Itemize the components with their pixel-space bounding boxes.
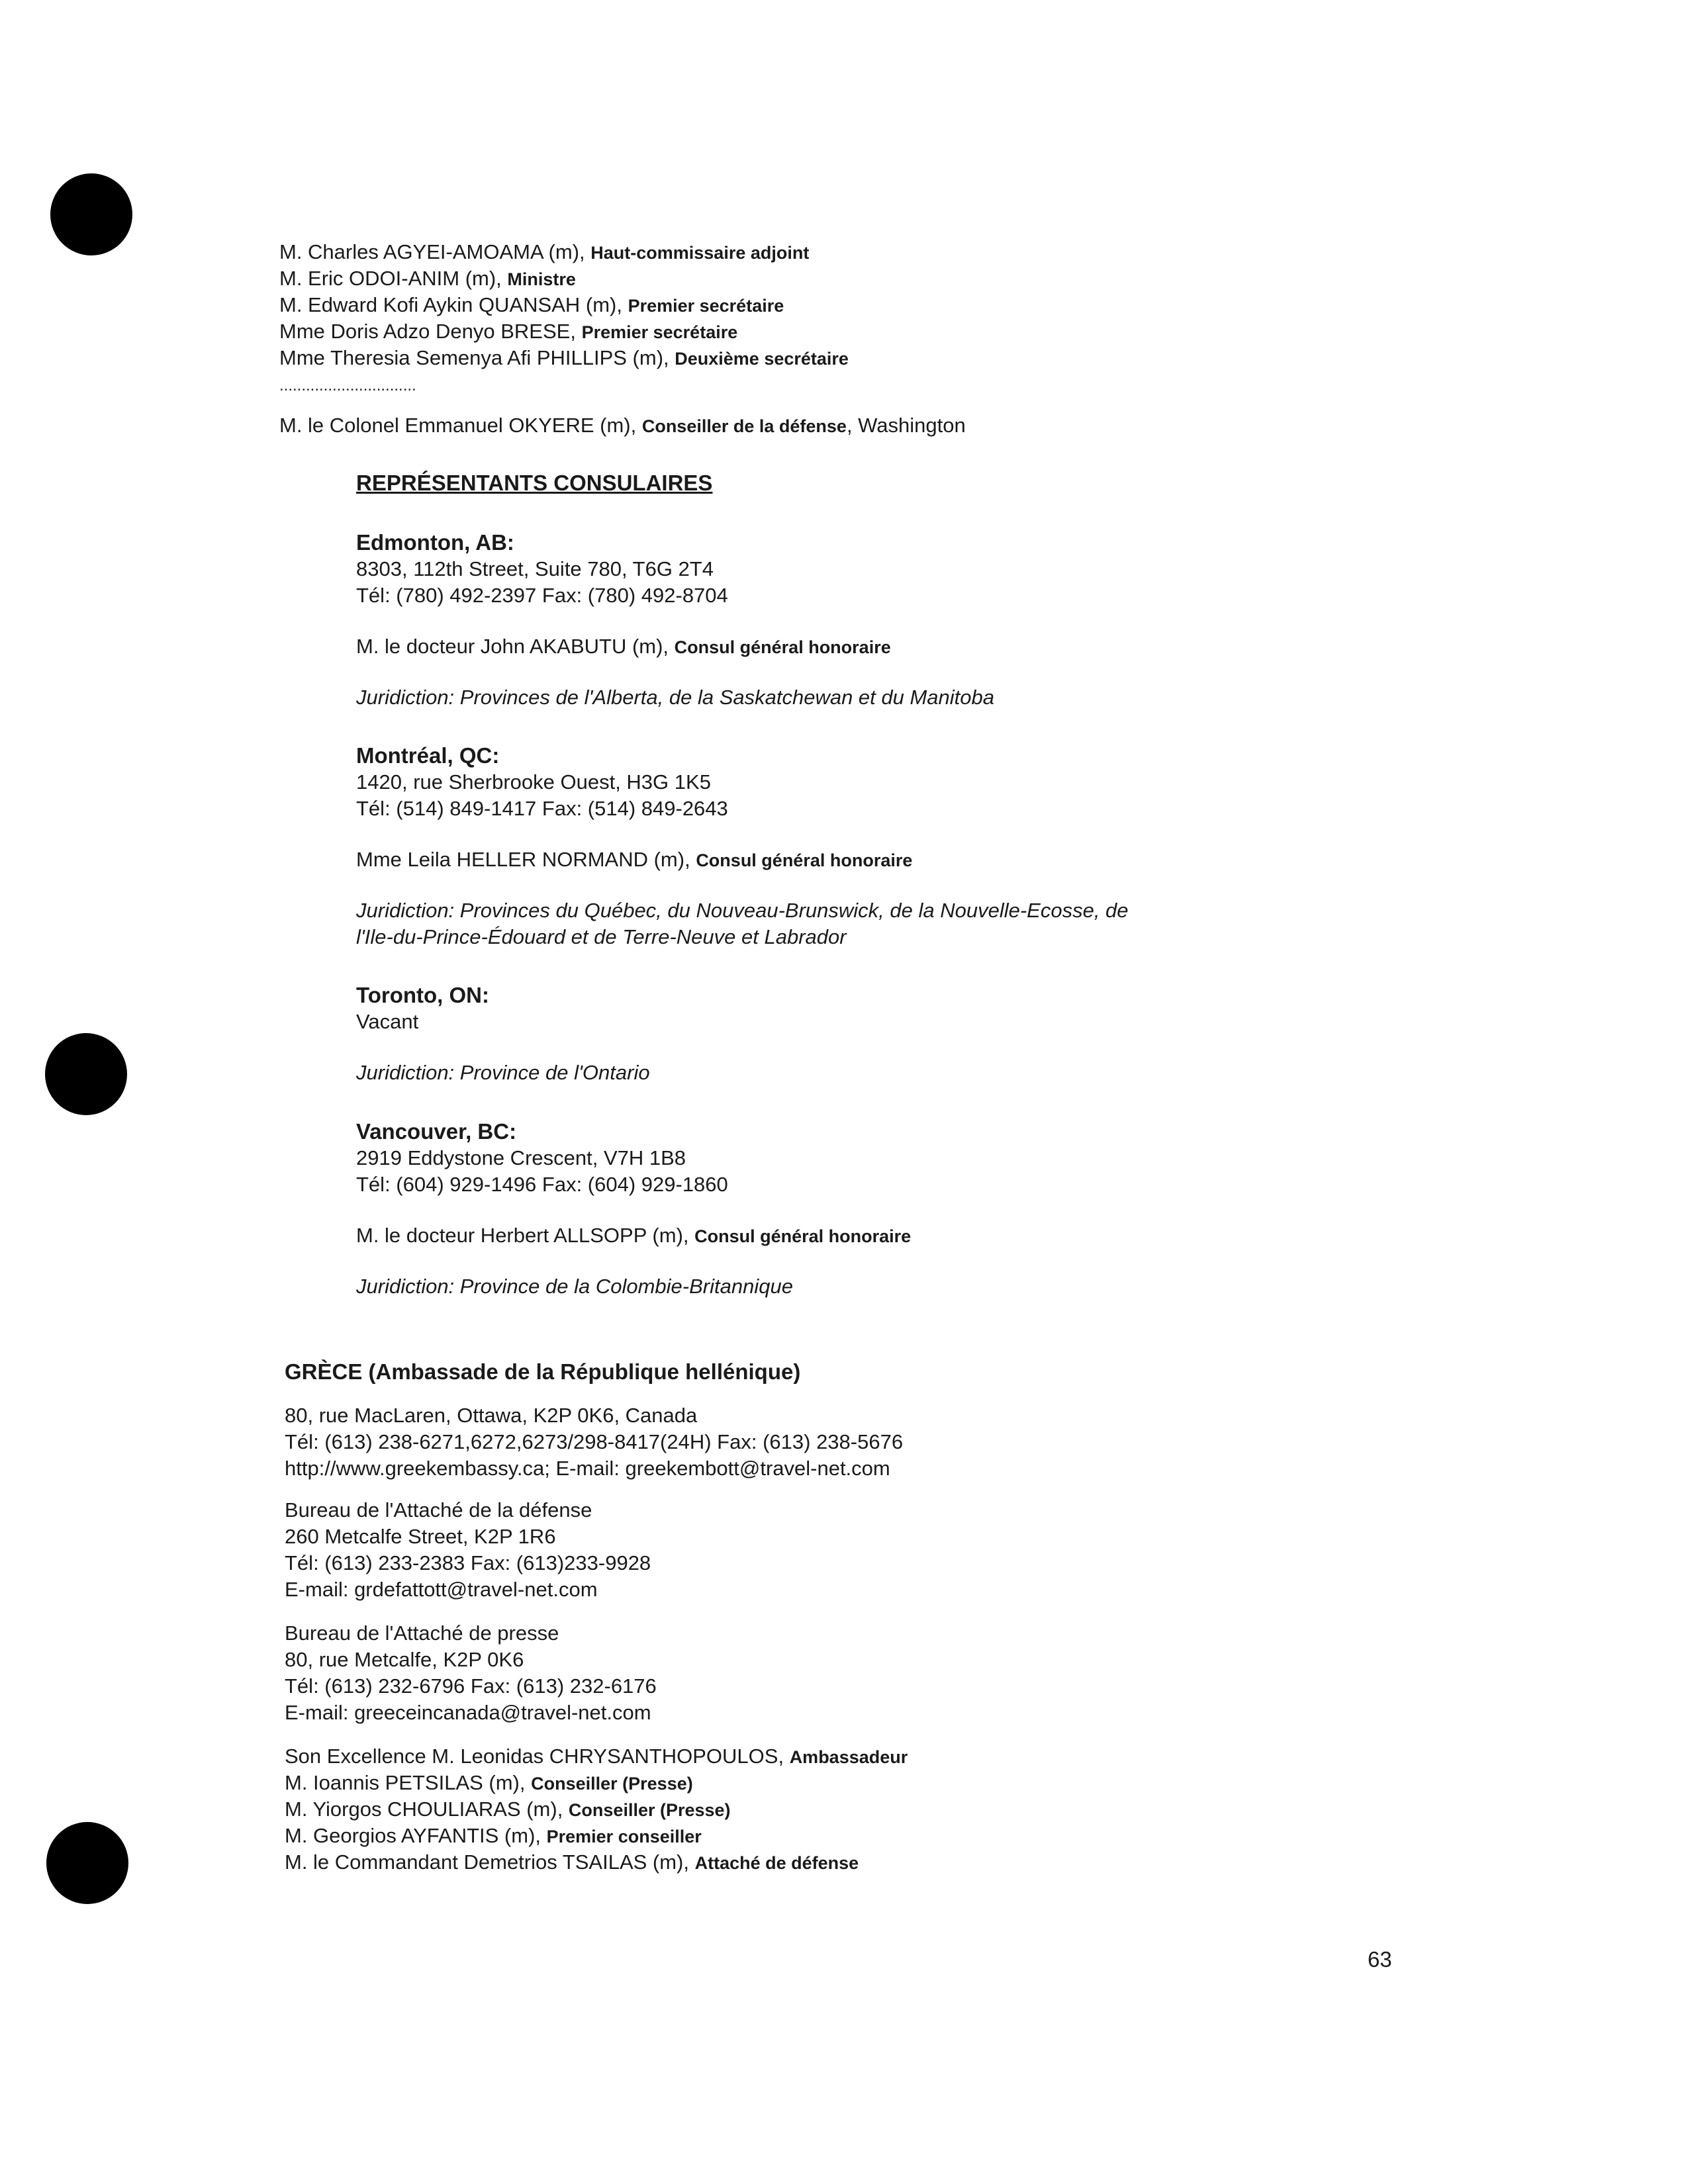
consul-line: Mme Leila HELLER NORMAND (m), Consul général honoraire: [356, 848, 913, 871]
press-office-line: Bureau de l'Attaché de presse: [285, 1621, 559, 1645]
consulate-phone: Tél: (780) 492-2397 Fax: (780) 492-8704: [356, 584, 728, 607]
staff-line: M. Yiorgos CHOULIARAS (m), Conseiller (Presse): [285, 1797, 731, 1821]
staff-line: M. Georgios AYFANTIS (m), Premier conseiller: [285, 1824, 702, 1847]
consulate-address: 2919 Eddystone Crescent, V7H 1B8: [356, 1146, 686, 1169]
consulate-city: Toronto, ON:: [356, 983, 489, 1007]
punch-hole-middle: [45, 1033, 127, 1115]
consulate-city: Edmonton, AB:: [356, 530, 514, 555]
consulate-address: 1420, rue Sherbrooke Ouest, H3G 1K5: [356, 770, 711, 794]
defense-office-line: E-mail: grdefattott@travel-net.com: [285, 1578, 598, 1601]
press-office-line: E-mail: greeceincanada@travel-net.com: [285, 1701, 651, 1724]
punch-hole-top: [50, 173, 132, 255]
consul-line: M. le docteur John AKABUTU (m), Consul général honoraire: [356, 635, 891, 658]
embassy-phone: Tél: (613) 238-6271,6272,6273/298-8417(24H) Fax: (613) 238-5676: [285, 1430, 904, 1453]
staff-line: M. Charles AGYEI-AMOAMA (m), Haut-commissaire adjoint: [279, 240, 810, 263]
consulate-jurisdiction: Juridiction: Provinces du Québec, du Nouveau-Brunswick, de la Nouvelle-Ecosse, de: [356, 899, 1129, 922]
embassy-web: http://www.greekembassy.ca; E-mail: greekembott@travel-net.com: [285, 1457, 890, 1480]
page-number: 63: [1368, 1947, 1392, 1972]
consulate-address: Vacant: [356, 1010, 419, 1033]
staff-line: Mme Doris Adzo Denyo BRESE, Premier secrétaire: [279, 320, 738, 343]
country-heading: GRÈCE (Ambassade de la République hellénique): [285, 1359, 801, 1384]
staff-line: M. Ioannis PETSILAS (m), Conseiller (Presse): [285, 1771, 693, 1794]
consulate-jurisdiction: Juridiction: Province de l'Ontario: [356, 1061, 650, 1084]
consulate-jurisdiction: Juridiction: Province de la Colombie-Britannique: [356, 1275, 793, 1298]
embassy-address: 80, rue MacLaren, Ottawa, K2P 0K6, Canada: [285, 1404, 698, 1427]
consular-heading: REPRÉSENTANTS CONSULAIRES: [356, 471, 713, 495]
consulate-jurisdiction: l'Ile-du-Prince-Édouard et de Terre-Neuve et Labrador: [356, 925, 847, 948]
consulate-city: Vancouver, BC:: [356, 1119, 517, 1144]
staff-line: M. Eric ODOI-ANIM (m), Ministre: [279, 267, 576, 290]
staff-line: M. Edward Kofi Aykin QUANSAH (m), Premier secrétaire: [279, 293, 784, 316]
consulate-jurisdiction: Juridiction: Provinces de l'Alberta, de la Saskatchewan et du Manitoba: [356, 686, 995, 709]
punch-hole-bottom: [46, 1822, 128, 1904]
consulate-phone: Tél: (514) 849-1417 Fax: (514) 849-2643: [356, 797, 728, 820]
press-office-line: 80, rue Metcalfe, K2P 0K6: [285, 1648, 524, 1671]
defense-office-line: Tél: (613) 233-2383 Fax: (613)233-9928: [285, 1551, 651, 1574]
dotted-separator: ...............................: [279, 377, 416, 394]
defense-office-line: Bureau de l'Attaché de la défense: [285, 1498, 592, 1522]
consulate-phone: Tél: (604) 929-1496 Fax: (604) 929-1860: [356, 1173, 728, 1196]
consulate-city: Montréal, QC:: [356, 743, 500, 768]
consul-line: M. le docteur Herbert ALLSOPP (m), Consul général honoraire: [356, 1224, 912, 1247]
defense-office-line: 260 Metcalfe Street, K2P 1R6: [285, 1525, 556, 1548]
staff-line: Mme Theresia Semenya Afi PHILLIPS (m), Deuxième secrétaire: [279, 346, 849, 369]
staff-line: Son Excellence M. Leonidas CHRYSANTHOPOULOS, Ambassadeur: [285, 1745, 908, 1768]
defense-adviser-line: M. le Colonel Emmanuel OKYERE (m), Conseiller de la défense, Washington: [279, 414, 966, 437]
staff-line: M. le Commandant Demetrios TSAILAS (m), Attaché de défense: [285, 1850, 859, 1874]
press-office-line: Tél: (613) 232-6796 Fax: (613) 232-6176: [285, 1674, 657, 1698]
consulate-address: 8303, 112th Street, Suite 780, T6G 2T4: [356, 557, 714, 580]
